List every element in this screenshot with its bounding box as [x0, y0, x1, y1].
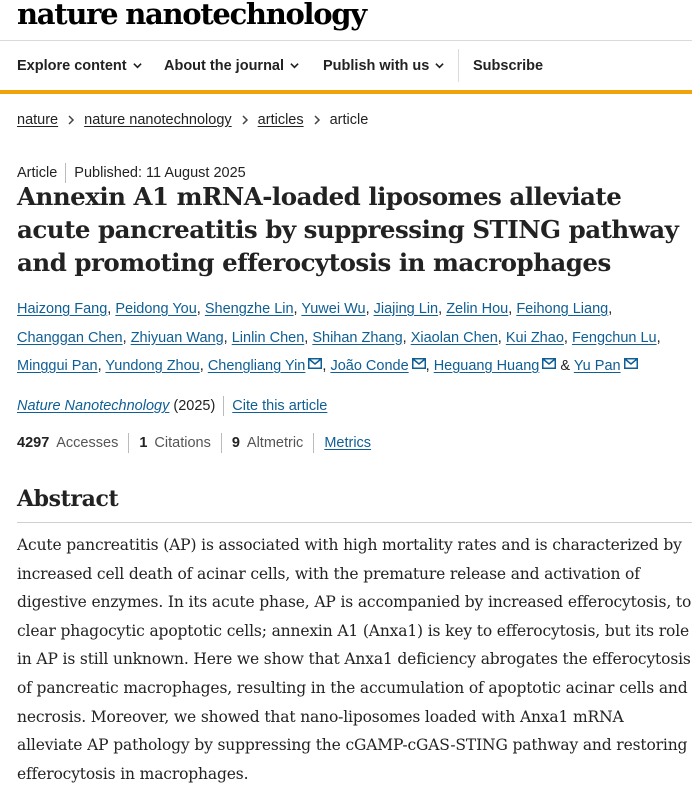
author-link[interactable]: Yuwei Wu [301, 301, 366, 317]
nav-publish-with-us[interactable] [323, 58, 444, 74]
logo-word-nature: nature [17, 0, 118, 31]
abstract-divider [17, 522, 692, 523]
author-link[interactable]: Jiajing Lin [373, 301, 439, 317]
mail-icon[interactable] [412, 358, 426, 369]
article-type: Article [17, 165, 58, 181]
accent-bar [0, 90, 692, 94]
breadcrumb-nature[interactable]: nature [17, 112, 59, 128]
author-link[interactable]: Minggui Pan [17, 358, 98, 374]
article-title: Annexin A1 mRNA-loaded liposomes alleviate acute pancreatitis by suppressing STING pathway and promoting efferocytosis in macrophages [17, 182, 679, 277]
author-link[interactable]: Fengchun Lu [571, 329, 657, 346]
author-link[interactable]: Zelin Hou [446, 301, 509, 317]
abstract-heading: Abstract [17, 486, 119, 512]
metrics-divider [221, 433, 222, 453]
accesses-label: Accesses [56, 435, 119, 451]
nav-subscribe[interactable] [473, 58, 543, 74]
author-link[interactable]: Heguang Huang [433, 358, 540, 374]
published-date: Published: 11 August 2025 [74, 165, 246, 181]
author-link[interactable]: Shengzhe Lin [204, 301, 294, 317]
mail-icon[interactable] [542, 358, 556, 369]
metrics-divider [128, 433, 129, 453]
chevron-down-icon [435, 61, 444, 70]
citations-count: 1 [139, 435, 148, 451]
chevron-right-icon [67, 115, 75, 125]
author-link[interactable]: Kui Zhao [505, 329, 564, 346]
author-link[interactable]: Chengliang Yin [207, 358, 306, 374]
abstract-text: Acute pancreatitis (AP) is associated with high mortality rates and is characterized by increased cell death of acinar cells, with the premature release and activation of digestive enzymes. In its acute phase, AP is accompanied by increased efferocytosis, to clear phagocytic apoptotic cells; annexin A1 (Anxa1) is key to efferocytosis, but its role in AP is still unknown. Here we show that Anxa1 deficiency abrogates the efferocytosis of pancreatic macrophages, resulting in the accumulation of apoptotic acinar cells and necrosis. Moreover, we showed that nano-liposomes loaded with Anxa1 mRNA alleviate AP pathology by suppressing the cGAMP-cGAS-STING pathway and restoring efferocytosis in macrophages. [17, 536, 692, 783]
author-link[interactable]: Linlin Chen [231, 329, 305, 346]
journal-name-link[interactable]: Nature Nanotechnology [17, 398, 170, 414]
author-link[interactable]: Yundong Zhou [105, 358, 200, 374]
citations-label: Citations [154, 435, 211, 451]
nav-about-journal[interactable] [164, 58, 299, 74]
accesses-count: 4297 [17, 435, 50, 451]
breadcrumb-nature-nanotechnology[interactable]: nature nanotechnology [84, 112, 232, 128]
author-link[interactable]: Peidong You [115, 301, 197, 317]
author-link[interactable]: Zhiyuan Wang [130, 329, 224, 346]
chevron-right-icon [313, 115, 321, 125]
nav-subscribe-label: Subscribe [473, 57, 544, 74]
article-metrics [17, 433, 371, 453]
logo-word-nanotechnology: nanotechnology [125, 0, 366, 31]
mail-icon[interactable] [624, 358, 638, 369]
nav-publish-with-us-label: Publish with us [323, 57, 430, 74]
author-link[interactable]: João Conde [330, 358, 409, 374]
nav-explore-content[interactable] [17, 58, 142, 74]
journal-logo[interactable] [17, 0, 366, 32]
nav-about-journal-label: About the journal [164, 57, 285, 74]
breadcrumb-current: article [329, 112, 369, 128]
author-link[interactable]: Haizong Fang [17, 301, 108, 317]
nav-explore-content-label: Explore content [17, 57, 127, 74]
chevron-right-icon [241, 115, 249, 125]
metrics-link[interactable]: Metrics [324, 435, 372, 451]
main-nav [0, 41, 692, 90]
chevron-down-icon [133, 61, 142, 70]
breadcrumb [17, 112, 368, 128]
altmetric-count: 9 [231, 435, 240, 451]
altmetric-label: Altmetric [246, 435, 304, 451]
chevron-down-icon [290, 61, 299, 70]
author-link[interactable]: Xiaolan Chen [410, 329, 498, 346]
author-ampersand: & [560, 358, 571, 374]
metrics-divider [313, 433, 314, 453]
author-link[interactable]: Shihan Zhang [312, 329, 403, 346]
mail-icon[interactable] [308, 358, 322, 369]
author-link[interactable]: Feihong Liang [516, 301, 609, 317]
journal-divider [223, 396, 224, 416]
journal-year: (2025) [173, 398, 216, 414]
journal-citation [17, 396, 327, 416]
nav-divider [458, 49, 459, 82]
author-link[interactable]: Yu Pan [573, 358, 621, 374]
author-link[interactable]: Changgan Chen [17, 329, 123, 346]
breadcrumb-articles[interactable]: articles [257, 112, 304, 128]
author-list: Haizong Fang, Peidong You, Shengzhe Lin, Yuwei Wu, Jiajing Lin, Zelin Hou, Feihong Liang, Changgan Chen, Zhiyuan Wang, Linlin Chen, Shihan Zhang, Xiaolan Chen, Kui Zhao, Fengchun Lu, Minggui Pan, Yundong Zhou, Chengliang Yin , João Conde , Heguang Huang & Yu Pan [17, 301, 661, 374]
cite-article-link[interactable]: Cite this article [232, 398, 328, 414]
